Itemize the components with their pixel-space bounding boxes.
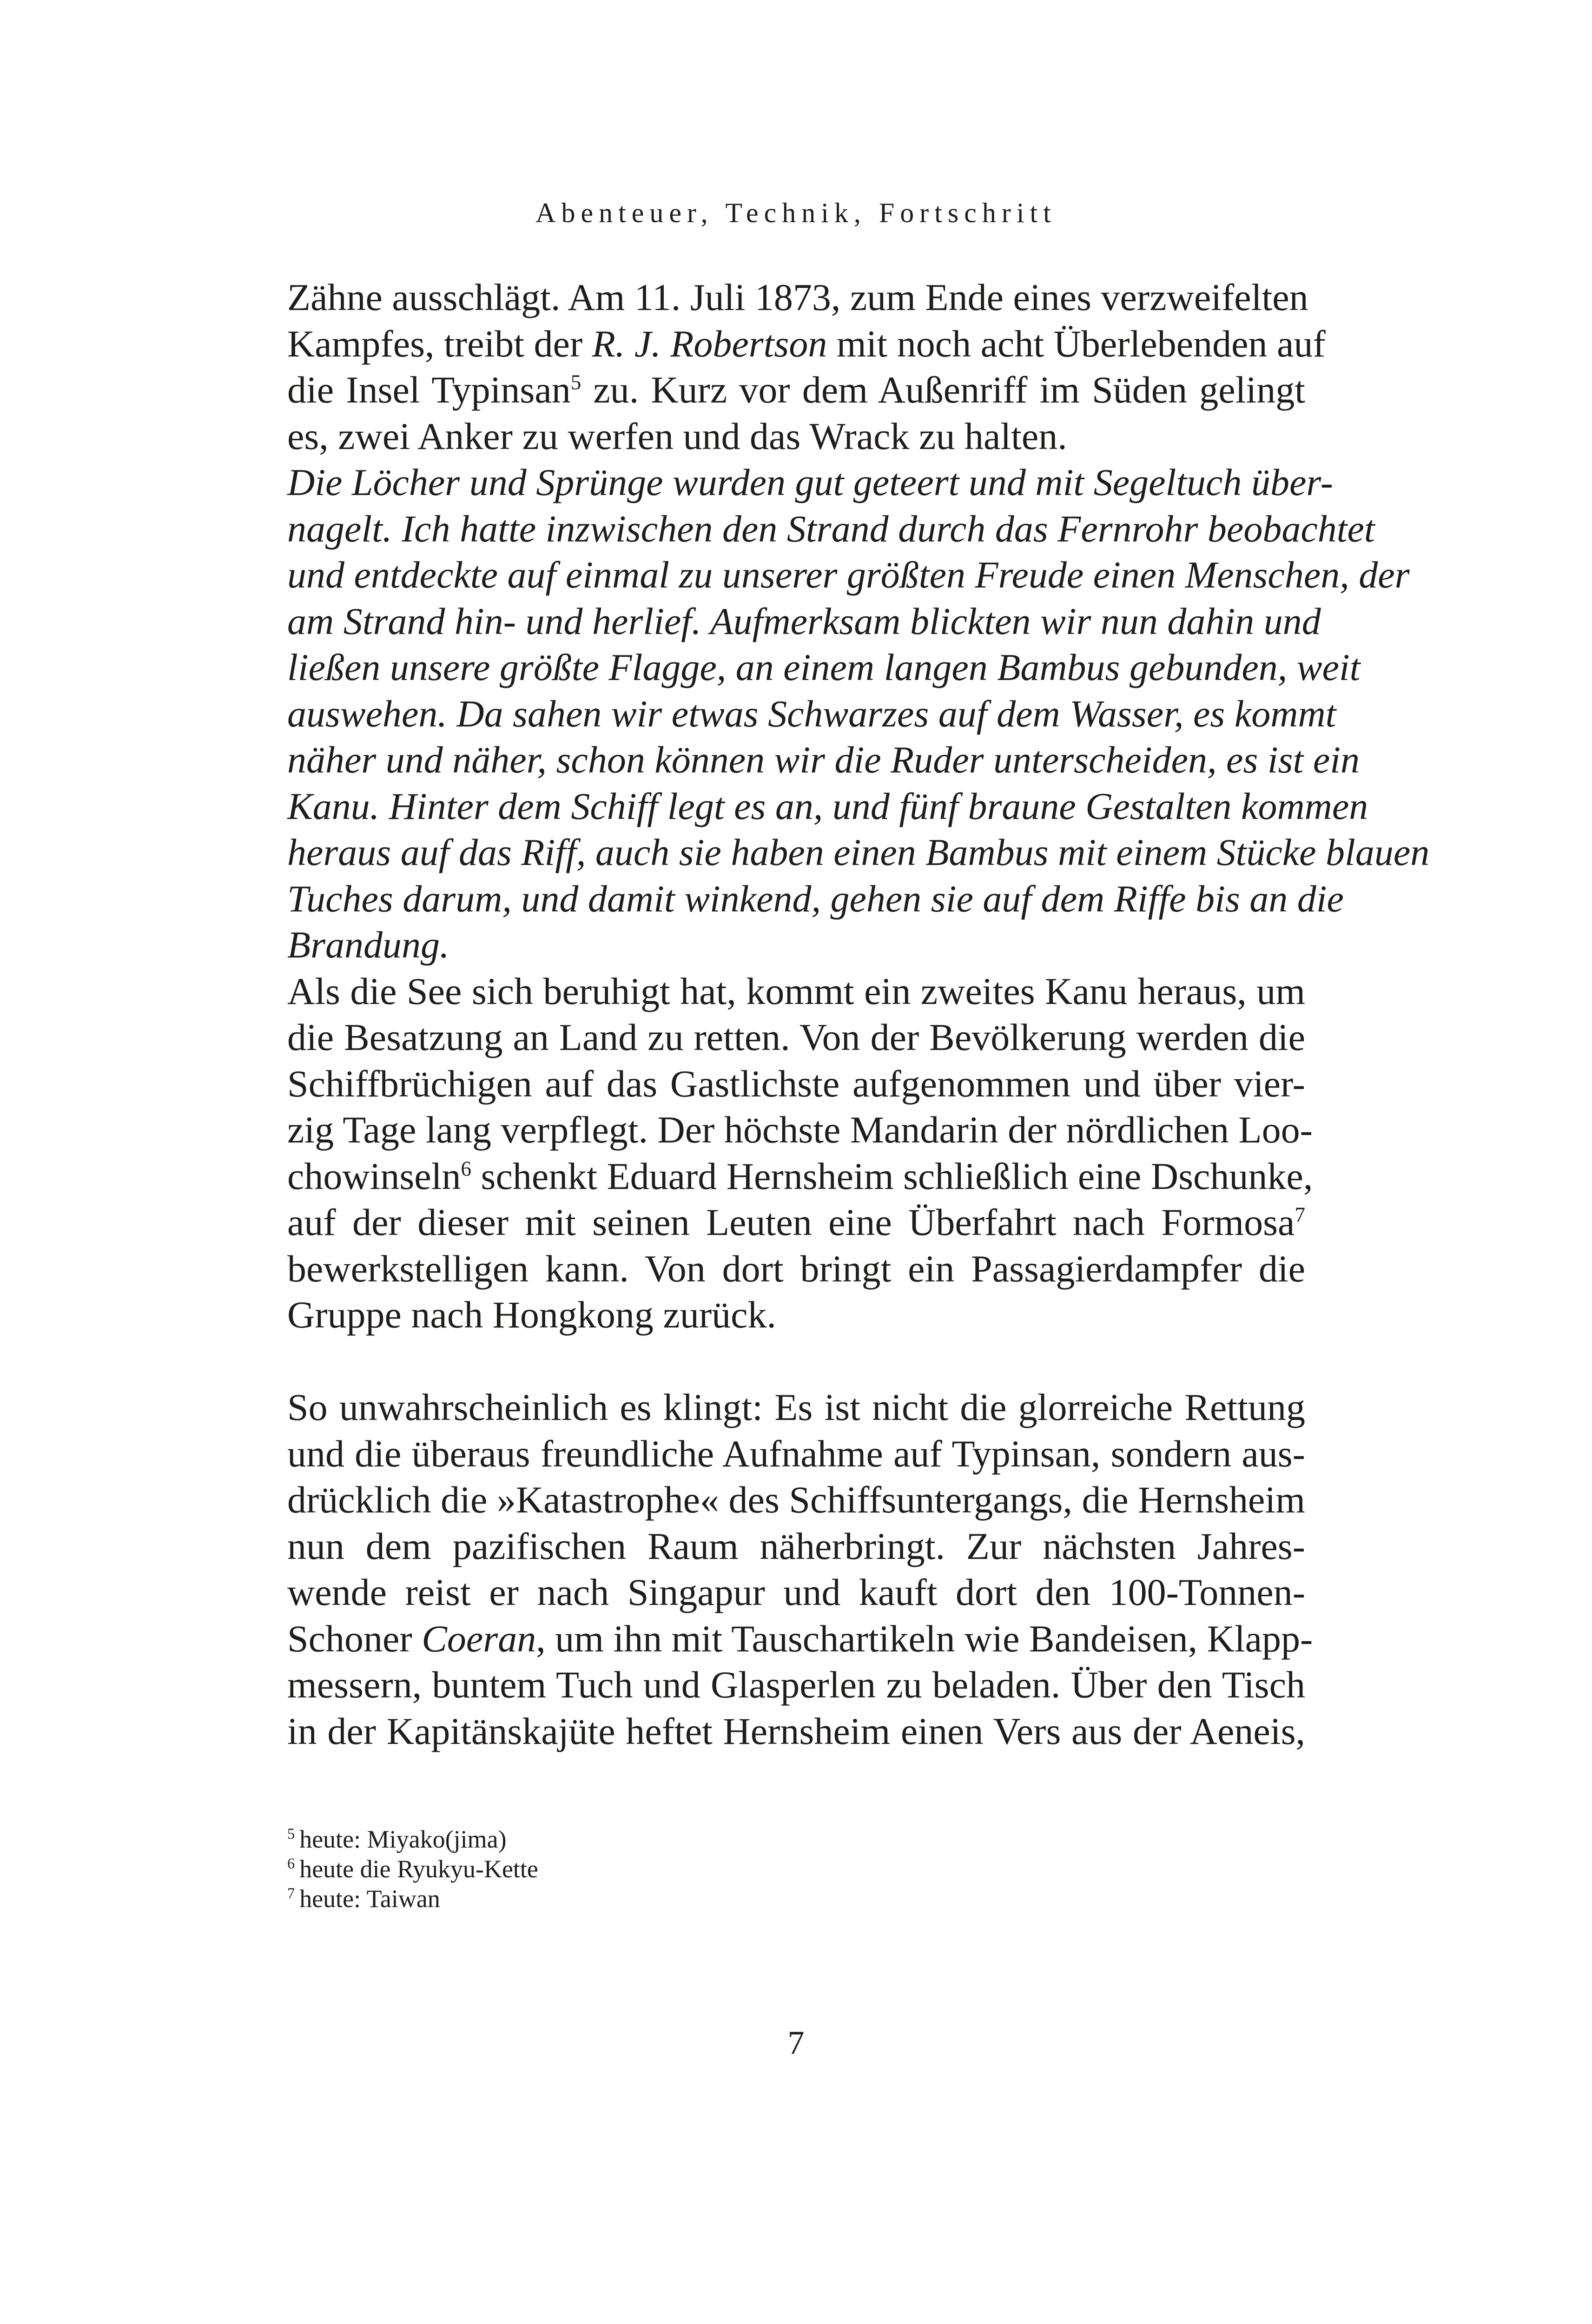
paragraph-1-line-3 (287, 367, 1305, 413)
quote-line: näher und näher, schon können wir die Ruder unterscheiden, es ist ein (287, 739, 1360, 781)
paragraph-3-line-1: So unwahrscheinlich es klingt: Es ist nicht die glorreiche Rettung (287, 1386, 1305, 1428)
ship-name-robertson: R. J. Robertson (592, 322, 827, 365)
text-run: Schoner (287, 1617, 422, 1660)
text-run: , um ihn mit Tauschartikeln wie Bandeisen, Klapp- (536, 1617, 1313, 1660)
footnote-text: heute: Miyako(jima) (299, 1825, 507, 1853)
footnote-7 (287, 1884, 1031, 1914)
footnote-5 (287, 1824, 1031, 1854)
text-run: zu. Kurz vor dem Außenriff im Süden gelingt (581, 369, 1306, 411)
paragraph-gap (287, 1338, 1305, 1385)
paragraph-2-line-5 (287, 1153, 1313, 1200)
paragraph-3-line-3: drücklich die »Katastrophe« des Schiffsuntergangs, die Hernsheim (287, 1479, 1305, 1521)
quote-line: Kanu. Hinter dem Schiff legt es an, und fünf braune Gestalten kommen (287, 785, 1368, 827)
text-run: mit noch acht Überlebenden auf (827, 322, 1326, 365)
text-run: die Insel Typinsan (287, 369, 571, 411)
footnote-mark: 7 (287, 1885, 295, 1902)
footnotes (287, 1824, 1031, 1914)
paragraph-2-line-2: die Besatzung an Land zu retten. Von der Bevölkerung werden die (287, 1016, 1305, 1058)
body-text (287, 274, 1430, 1754)
quote-line: Tuches darum, und damit winkend, gehen sie auf dem Riffe bis an die (287, 877, 1344, 920)
paragraph-2-line-6 (287, 1199, 1305, 1246)
quote-line: auswehen. Da sahen wir etwas Schwarzes auf dem Wasser, es kommt (287, 692, 1336, 735)
page-number: 7 (787, 2024, 805, 2061)
paragraph-2-line-3: Schiffbrüchigen auf das Gastlichste aufgenommen und über vier- (287, 1062, 1305, 1105)
quote-line: ließen unsere größte Flagge, an einem langen Bambus gebunden, weit (287, 646, 1361, 688)
quote-line: nagelt. Ich hatte inzwischen den Strand durch das Fernrohr beobachtet (287, 507, 1375, 550)
text-run: auf der dieser mit seinen Leuten eine Überfahrt nach Formosa (287, 1201, 1295, 1243)
footnote-ref-5: 5 (570, 370, 581, 394)
ship-name-coeran: Coeran (422, 1617, 536, 1660)
footnote-text: heute: Taiwan (299, 1885, 440, 1913)
paragraph-3-line-8: in der Kapitänskajüte heftet Hernsheim einen Vers aus der Aeneis, (287, 1710, 1305, 1752)
footnote-mark: 6 (287, 1855, 295, 1872)
paragraph-1-line-4: es, zwei Anker zu werfen und das Wrack zu halten. (287, 415, 1067, 457)
paragraph-1-line-1: Zähne ausschlägt. Am 11. Juli 1873, zum Ende eines verzweifelten (287, 276, 1308, 318)
quote-line: Die Löcher und Sprünge wurden gut geteert und mit Segeltuch über- (287, 461, 1333, 503)
text-run: chowinseln (287, 1155, 461, 1197)
running-head: Abenteuer, Technik, Fortschritt (535, 198, 1057, 228)
paragraph-3-line-6 (287, 1616, 1313, 1662)
text-run: Kampfes, treibt der (287, 322, 592, 365)
quote-line: und entdeckte auf einmal zu unserer größten Freude einen Menschen, der (287, 554, 1410, 596)
footnote-6 (287, 1854, 1031, 1884)
footnote-text: heute die Ryukyu-Kette (299, 1855, 538, 1883)
paragraph-3-line-7: messern, buntem Tuch und Glasperlen zu beladen. Über den Tisch (287, 1664, 1305, 1706)
quote-line: heraus auf das Riff, auch sie haben einen Bambus mit einem Stücke blauen (287, 831, 1430, 873)
quote-line: Brandung. (287, 924, 449, 966)
text-run: schenkt Eduard Hernsheim schließlich eine Dschunke, (471, 1155, 1313, 1197)
paragraph-3-line-4: nun dem pazifischen Raum näherbringt. Zur nächsten Jahres- (287, 1525, 1305, 1567)
footnote-mark: 5 (287, 1826, 295, 1842)
footnote-ref-7: 7 (1295, 1203, 1305, 1227)
paragraph-2-line-7: bewerkstelligen kann. Von dort bringt ein Passagierdampfer die (287, 1247, 1305, 1290)
paragraph-2-line-4: zig Tage lang verpflegt. Der höchste Mandarin der nördlichen Loo- (287, 1109, 1313, 1151)
paragraph-1-line-2 (287, 321, 1326, 367)
paragraph-3-line-2: und die überaus freundliche Aufnahme auf Typinsan, sondern aus- (287, 1432, 1305, 1475)
paragraph-3-line-5: wende reist er nach Singapur und kauft dort den 100-Tonnen- (287, 1571, 1305, 1613)
paragraph-2-line-1: Als die See sich beruhigt hat, kommt ein zweites Kanu heraus, um (287, 970, 1305, 1012)
quote-line: am Strand hin- und herlief. Aufmerksam blickten wir nun dahin und (287, 600, 1321, 642)
footnote-ref-6: 6 (461, 1157, 472, 1181)
paragraph-2-line-8: Gruppe nach Hongkong zurück. (287, 1294, 777, 1336)
